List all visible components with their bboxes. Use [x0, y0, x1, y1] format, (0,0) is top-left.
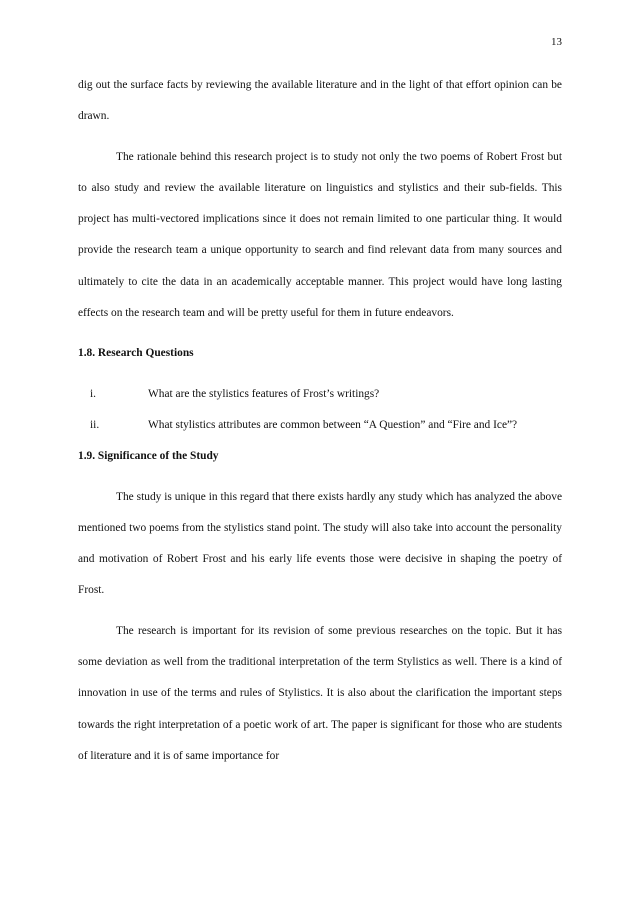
heading-research-questions: 1.8. Research Questions	[78, 347, 194, 360]
page-content	[78, 70, 562, 772]
question-text: What are the stylistics features of Frost’s writings?	[148, 387, 380, 400]
paragraph-rationale: The rationale behind this research project is to study not only the two poems of Robert Frost but to also study and review the available literature on linguistics and stylistics and their sub-fields. This project has multi-vectored implications since it does not remain limited to one particular thing. It would provide the research team a unique opportunity to search and find relevant data from many sources and ultimately to cite the data in an academically acceptable manner. This project would have long lasting effects on the research team and will be pretty useful for them in future endeavors.	[78, 150, 562, 320]
paragraph-significance-2: The research is important for its revision of some previous researches on the topic. But it has some deviation as well from the traditional interpretation of the term Stylistics as well. There is a kind of innovation in use of the terms and rules of Stylistics. It is also about the clarification the important steps towards the right interpretation of a poetic work of art. The paper is significant for those who are students of literature and it is of same importance for	[78, 624, 562, 762]
list-item	[78, 379, 562, 410]
paragraph-significance-1: The study is unique in this regard that there exists hardly any study which has analyzed the above mentioned two poems from the stylistics stand point. The study will also take into account the personality and motivation of Robert Frost and his early life events those were decisive in shaping the poetry of Frost.	[78, 490, 562, 597]
heading-significance: 1.9. Significance of the Study	[78, 450, 219, 463]
paragraph-continuation: dig out the surface facts by reviewing the available literature and in the light of that effort opinion can be drawn.	[78, 79, 562, 123]
research-questions-list	[78, 379, 562, 442]
page-number: 13	[551, 36, 562, 48]
question-text: What stylistics attributes are common between “A Question” and “Fire and Ice”?	[148, 418, 518, 431]
question-number: ii.	[90, 418, 100, 431]
question-number: i.	[90, 387, 97, 400]
list-item	[78, 410, 562, 441]
